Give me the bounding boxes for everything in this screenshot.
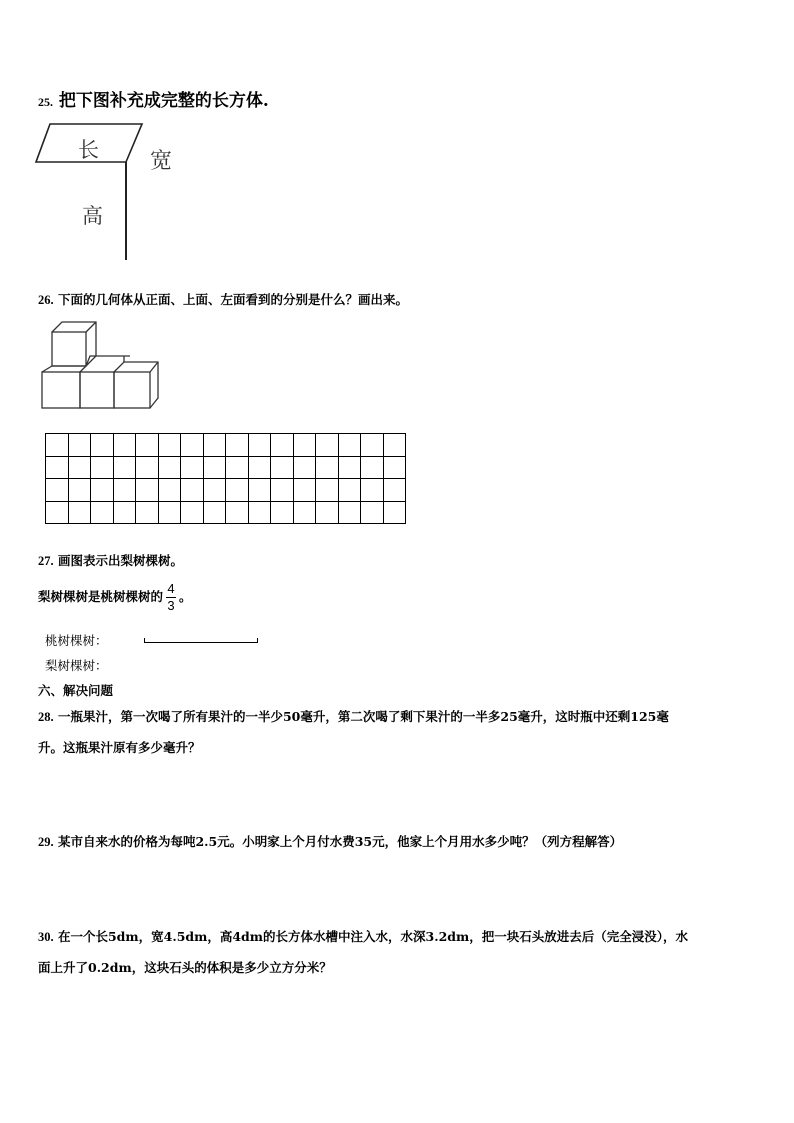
grid-cell[interactable] [271,434,294,457]
grid-cell[interactable] [338,479,361,502]
grid-row [46,434,406,457]
grid-cell[interactable] [46,434,69,457]
grid-cell[interactable] [136,456,159,479]
grid-cell[interactable] [271,479,294,502]
q28-text-line1: 一瓶果汁，第一次喝了所有果汁的一半少50毫升，第二次喝了剩下果汁的一半多25毫升，这时瓶中还剩125毫 [57,709,669,724]
q26-title [38,290,408,308]
grid-row [46,501,406,524]
grid-cell[interactable] [248,479,271,502]
grid-cell[interactable] [91,501,114,524]
q30-line1 [38,927,688,945]
grid-cell[interactable] [248,434,271,457]
grid-cell[interactable] [181,456,204,479]
height-label: 高 [82,204,103,228]
grid-cell[interactable] [361,434,384,457]
grid-cell[interactable] [91,479,114,502]
q28-number: 28. [38,710,54,724]
fraction [166,582,176,613]
grid-cell[interactable] [68,434,91,457]
grid-cell[interactable] [271,501,294,524]
grid-cell[interactable] [46,456,69,479]
grid-cell[interactable] [46,479,69,502]
q29-text: 某市自来水的价格为每吨2.5元。小明家上个月付水费35元，他家上个月用水多少吨？（列方程解答） [57,834,623,849]
grid-cell[interactable] [293,501,316,524]
q26-cubes-figure [40,320,165,412]
grid-cell[interactable] [136,479,159,502]
grid-cell[interactable] [248,456,271,479]
q27-line2 [38,582,192,613]
grid-cell[interactable] [338,501,361,524]
grid-cell[interactable] [248,501,271,524]
q28-line1 [38,707,669,725]
grid-cell[interactable] [316,479,339,502]
q27-number: 27. [38,554,54,568]
grid-cell[interactable] [361,456,384,479]
q29-number: 29. [38,835,54,849]
grid-cell[interactable] [383,434,406,457]
q27-title [38,551,183,569]
q30-text-line1: 在一个长5dm，宽4.5dm，高4dm的长方体水槽中注入水，水深3.2dm，把一块石头放进去后（完全浸没），水 [57,929,688,944]
grid-row [46,456,406,479]
grid-cell[interactable] [383,479,406,502]
q25-number: 25. [38,95,53,109]
grid-cell[interactable] [158,456,181,479]
grid-cell[interactable] [181,479,204,502]
fraction-denominator: 3 [167,598,175,613]
grid-cell[interactable] [361,479,384,502]
grid-cell[interactable] [338,456,361,479]
stacked-cubes-drawing [40,320,165,412]
q30-text-line2: 面上升了0.2dm，这块石头的体积是多少立方分米？ [38,960,332,975]
q30-number: 30. [38,930,54,944]
q26-answer-grid[interactable] [45,433,406,524]
grid-cell[interactable] [46,501,69,524]
grid-cell[interactable] [68,456,91,479]
grid-cell[interactable] [383,456,406,479]
grid-cell[interactable] [226,434,249,457]
grid-cell[interactable] [181,501,204,524]
grid-cell[interactable] [226,456,249,479]
grid-cell[interactable] [136,501,159,524]
grid-cell[interactable] [203,501,226,524]
grid-cell[interactable] [91,456,114,479]
cuboid-partial-drawing [34,120,194,265]
q25-figure [34,120,194,265]
width-label: 宽 [150,149,173,174]
grid-cell[interactable] [226,501,249,524]
grid-cell[interactable] [316,434,339,457]
grid-cell[interactable] [203,434,226,457]
q27-line2-prefix: 梨树棵树是桃树棵树的 [38,589,164,604]
grid-cell[interactable] [113,479,136,502]
grid-cell[interactable] [136,434,159,457]
section6-title: 六、解决问题 [38,683,114,698]
grid-cell[interactable] [383,501,406,524]
grid-cell[interactable] [158,501,181,524]
peach-label: 桃树棵树： [45,633,108,648]
q26-number: 26. [38,293,54,307]
grid-cell[interactable] [158,434,181,457]
grid-row [46,479,406,502]
grid-cell[interactable] [293,479,316,502]
q27-line2-suffix: 。 [179,589,192,604]
grid-cell[interactable] [91,434,114,457]
grid-cell[interactable] [68,501,91,524]
grid-cell[interactable] [158,479,181,502]
q28-text-line2: 升。这瓶果汁原有多少毫升？ [38,740,201,755]
q25-title [38,86,269,111]
q29-title [38,832,622,850]
grid-cell[interactable] [361,501,384,524]
grid-cell[interactable] [338,434,361,457]
grid-cell[interactable] [271,456,294,479]
fraction-numerator: 4 [167,581,175,596]
grid-cell[interactable] [113,456,136,479]
grid-cell[interactable] [68,479,91,502]
grid-cell[interactable] [316,501,339,524]
q26-text: 下面的几何体从正面、上面、左面看到的分别是什么？画出来。 [57,292,408,307]
q27-text: 画图表示出梨树棵树。 [57,553,183,568]
grid-cell[interactable] [226,479,249,502]
grid-cell[interactable] [113,434,136,457]
grid-cell[interactable] [203,456,226,479]
grid-cell[interactable] [181,434,204,457]
grid-cell[interactable] [293,434,316,457]
pear-label: 梨树棵树： [45,658,108,673]
grid-cell[interactable] [113,501,136,524]
q25-text: 把下图补充成完整的长方体. [58,91,269,111]
peach-segment [144,638,258,643]
grid-cell[interactable] [316,456,339,479]
grid-cell[interactable] [293,456,316,479]
grid-cell[interactable] [203,479,226,502]
length-label: 长 [78,138,99,162]
